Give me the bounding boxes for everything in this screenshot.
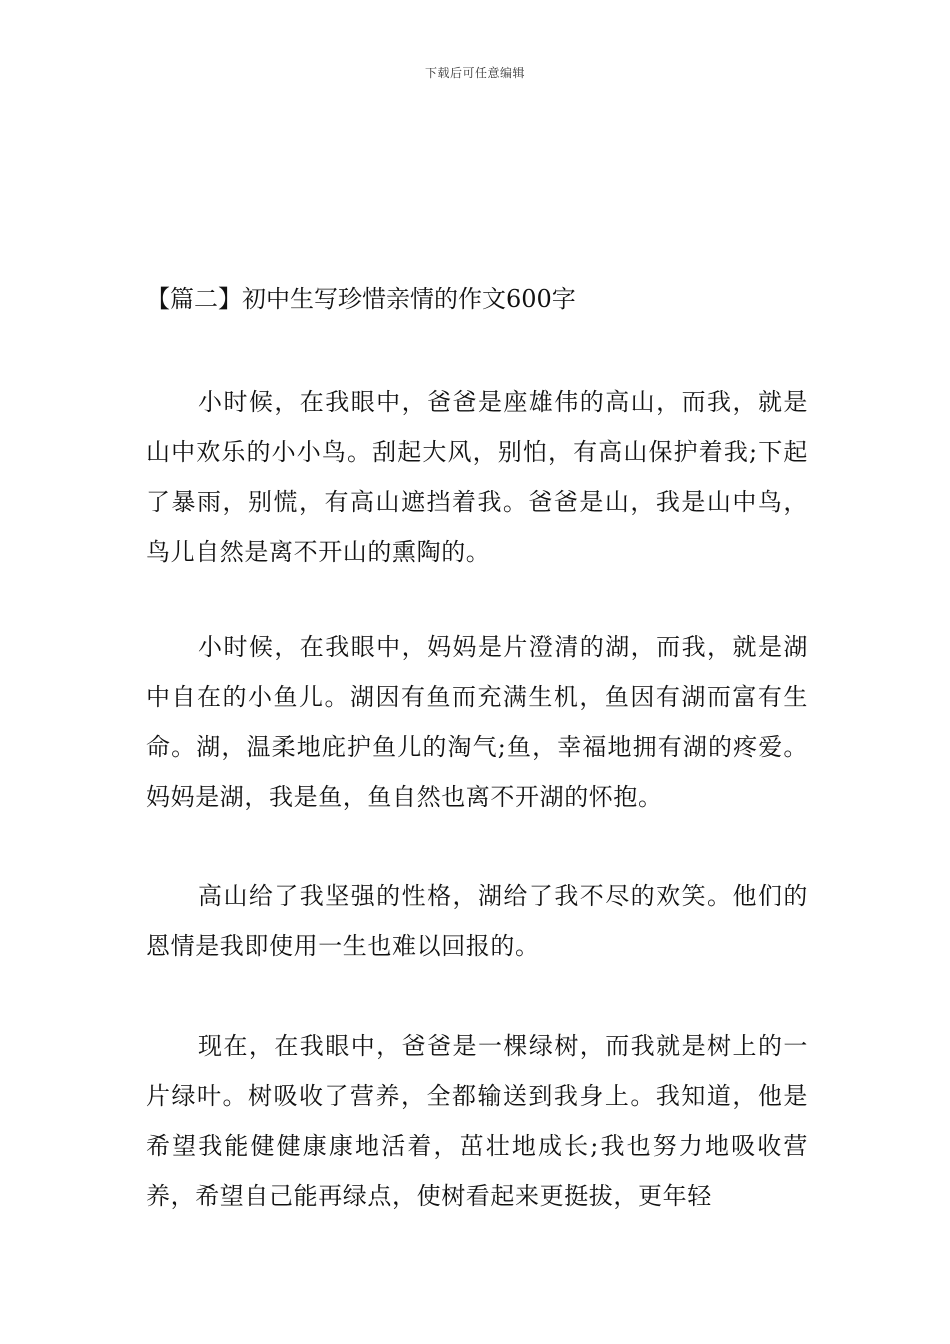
paragraph-3: 高山给了我坚强的性格，湖给了我不尽的欢笑。他们的恩情是我即使用一生也难以回报的。: [146, 882, 808, 960]
header-note: 下载后可任意编辑: [424, 66, 525, 80]
paragraph-1: 小时候，在我眼中，爸爸是座雄伟的高山，而我，就是山中欢乐的小小鸟。刮起大风，别怕，有高山保护着我;下起了暴雨，别慌，有高山遮挡着我。爸爸是山，我是山中鸟，鸟儿自然是离不开山的熏陶的。: [146, 388, 808, 566]
paragraph-4: 现在，在我眼中，爸爸是一棵绿树，而我就是树上的一片绿叶。树吸收了营养，全都输送到我身上。我知道，他是希望我能健健康康地活着，茁壮地成长;我也努力地吸收营养，希望自己能再绿点，使树看起来更挺拔，更年轻: [146, 1032, 808, 1210]
paragraph-2: 小时候，在我眼中，妈妈是片澄清的湖，而我，就是湖中自在的小鱼儿。湖因有鱼而充满生机，鱼因有湖而富有生命。湖，温柔地庇护鱼儿的淘气;鱼，幸福地拥有湖的疼爱。妈妈是湖，我是鱼，鱼自然也离不开湖的怀抱。: [146, 633, 808, 811]
article-title: 【篇二】初中生写珍惜亲情的作文600字: [146, 285, 576, 313]
